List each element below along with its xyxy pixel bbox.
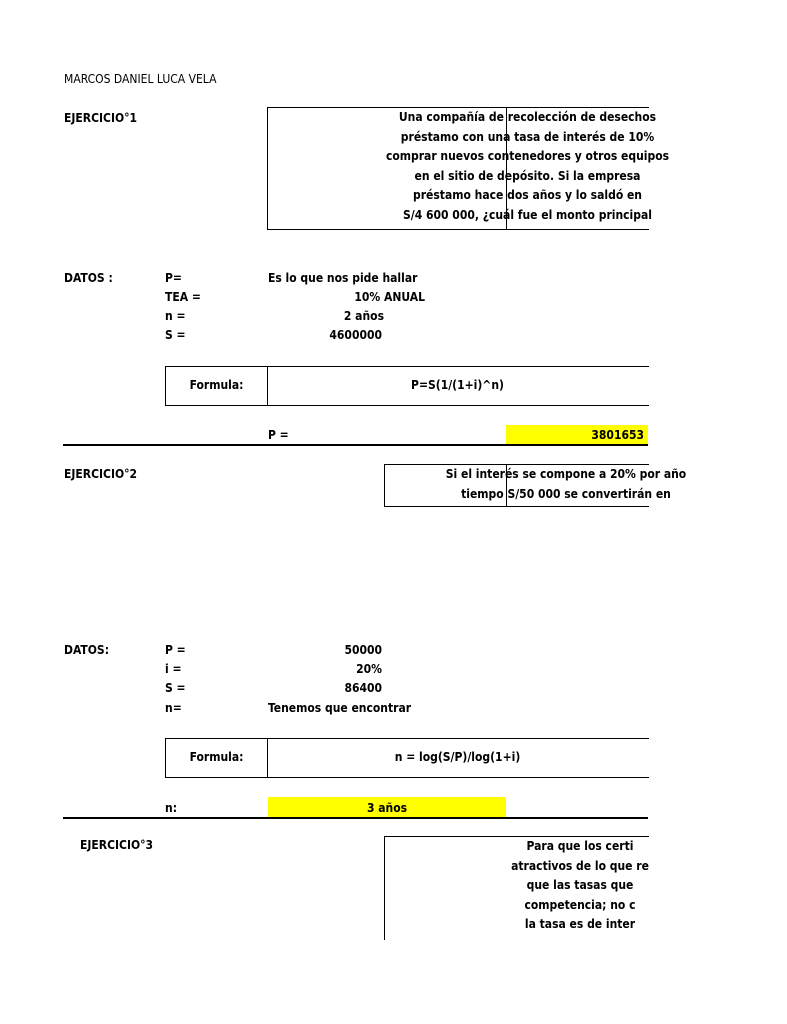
cell-gridline	[506, 107, 507, 230]
exercise-1-val-s: 4600000	[329, 328, 382, 342]
exercise-2-val-i: 20%	[356, 662, 382, 676]
exercise-1-formula: P=S(1/(1+i)^n)	[411, 378, 504, 392]
exercise-2-formula: n = log(S/P)/log(1+i)	[394, 750, 521, 764]
exercise-1-val-p: Es lo que nos pide hallar	[268, 271, 418, 285]
exercise-1-statement-line: Una compañía de recolección de desechos	[398, 110, 657, 124]
exercise-2-val-n: Tenemos que encontrar	[268, 701, 412, 715]
exercise-1-statement-line: en el sitio de depósito. Si la empresa	[414, 168, 641, 183]
exercise-1-statement-line: S/4 600 000, ¿cuál fue el monto principal	[403, 207, 652, 222]
exercise-2-result-value: 3 años	[366, 801, 408, 815]
exercise-1-formula-label: Formula:	[189, 378, 244, 392]
exercise-1-val-tea: 10% ANUAL	[354, 290, 425, 304]
exercise-3-statement-line: la tasa es de inter	[524, 917, 636, 932]
exercise-3-statement-clip	[385, 837, 647, 940]
exercise-2-result-label: n:	[165, 801, 178, 815]
cell-gridline	[506, 464, 507, 507]
exercise-2-val-s: 86400	[344, 681, 382, 695]
exercise-1-result-value: 3801653	[591, 428, 644, 442]
exercise-2-datos-label: DATOS:	[64, 643, 110, 657]
exercise-3-statement-line: competencia; no c	[524, 897, 636, 912]
exercise-3-title: EJERCICIO°3	[80, 838, 154, 852]
exercise-2-statement-line: tiempo S/50 000 se convertirán en	[461, 486, 671, 501]
exercise-2-statement-clip	[385, 465, 687, 506]
exercise-3-statement-line: Para que los certi	[526, 839, 634, 853]
exercise-1-var-s: S =	[165, 328, 186, 342]
exercise-1-title: EJERCICIO°1	[64, 111, 138, 125]
section-divider	[63, 817, 648, 819]
exercise-2-title: EJERCICIO°2	[64, 467, 138, 481]
exercise-3-statement-line: atractivos de lo que re	[511, 858, 649, 873]
exercise-1-val-n: 2 años	[343, 309, 384, 323]
exercise-1-statement-clip	[268, 108, 670, 229]
exercise-2-var-p: P =	[165, 643, 186, 657]
exercise-2-statement-line: Si el interés se compone a 20% por año	[445, 467, 687, 481]
exercise-2-var-s: S =	[165, 681, 186, 695]
exercise-3-statement-line: que las tasas que	[526, 878, 634, 893]
exercise-1-statement-line: préstamo hace dos años y lo saldó en	[412, 188, 642, 203]
exercise-2-formula-label: Formula:	[189, 750, 244, 764]
section-divider	[63, 444, 648, 446]
exercise-1-statement-line: préstamo con una tasa de interés de 10%	[400, 129, 655, 144]
exercise-2-val-p: 50000	[344, 643, 382, 657]
author-name: MARCOS DANIEL LUCA VELA	[64, 72, 217, 86]
exercise-1-var-n: n =	[165, 309, 186, 323]
exercise-1-statement-line: comprar nuevos contenedores y otros equipos	[385, 149, 670, 164]
exercise-2-var-i: i =	[165, 662, 182, 676]
exercise-1-result-label: P =	[268, 428, 289, 442]
exercise-1-datos-label: DATOS :	[64, 271, 113, 285]
exercise-1-var-tea: TEA =	[165, 290, 201, 304]
exercise-1-var-p: P=	[165, 271, 182, 285]
exercise-2-var-n: n=	[165, 701, 182, 715]
